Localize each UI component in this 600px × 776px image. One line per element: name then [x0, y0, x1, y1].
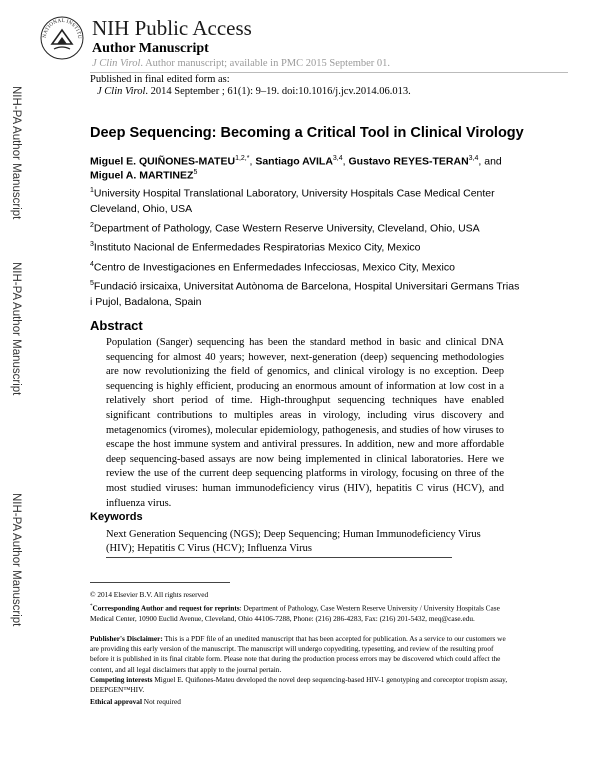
publisher-disclaimer: Publisher's Disclaimer: This is a PDF file of an unedited manuscript that has been accepted for publication. As a service to our customers we are providing this early version of the manuscript. The manuscript will undergo copyediting, typesetting, and review of the resulting proof before it is published in its final citable form. Please note that during the production process errors may be discovered which could affect the content, and all legal disclaimers that apply to the journal pertain.	[90, 634, 506, 674]
author-manuscript-subtitle: Author Manuscript	[92, 41, 209, 56]
keywords-list: Next Generation Sequencing (NGS); Deep Sequencing; Human Immunodeficiency Virus (HIV); Hepatitis C Virus (HCV); Influenza Virus	[106, 529, 481, 554]
svg-text:NATIONAL INSTITUTES OF HEALTH: NATIONAL INSTITU	[41, 17, 83, 40]
affiliation: $^2$Department of Pathology, Case Western Reserve University, Cleveland, Ohio, USA	[90, 222, 480, 235]
affiliation: $^4$Centro de Investigaciones en Enfermedades Infecciosas, Mexico City, Mexico	[90, 261, 455, 274]
nih-public-access-title: NIH Public Access	[92, 16, 252, 40]
abstract-body: Population (Sanger) sequencing has been the standard method in basic and clinical DNA sequencing for almost 40 years; however, next-generation (deep) sequencing methodologies are now revolutionizing the field of genomics, and clinical virology is no exception. Deep sequencing is highly efficient, producing an enormous amount of information at low cost in a relatively short period of time. High-throughput sequencing techniques have enabled significant contributions to multiples areas in virology, including virus discovery and metagenomics (viromes), molecular epidemiology, pathogenesis, and studies of how viruses to escape the host immune system and antiviral pressures. In addition, new and more affordable deep sequencing-based assays are now being implemented in clinical laboratories. Here we review the use of the current deep sequencing platforms in virology, focusing on three of the most studied viruses: human immunodeficiency virus (HIV), hepatitis C virus (HCV), and influenza virus.	[106, 337, 504, 509]
copyright-note: © 2014 Elsevier B.V. All rights reserved	[90, 590, 209, 599]
corresponding-author-note: *Corresponding Author and request for reprints: Department of Pathology, Case Western Reserve University / University Hospitals Case Medical Center, 10900 Euclid Avenue, Cleveland, Ohio 44106-7288, Phone: (216) 286-4283, Fax: (216) 201-5432, meq@case.edu.	[90, 603, 500, 623]
pmc-availability-note: J Clin Virol. Author manuscript; available in PMC 2015 September 01.	[92, 58, 391, 69]
abstract-heading: Abstract	[90, 318, 143, 333]
affiliation: $^5$Fundació irsicaixa, Universitat Autònoma de Barcelona, Hospital Universitari Germans Trias i Pujol, Badalona, Spain	[90, 280, 520, 308]
side-label-bottom: NIH-PA Author Manuscript	[10, 493, 22, 627]
published-form-label: Published in final edited form as:	[90, 74, 230, 85]
nih-seal-logo	[40, 16, 84, 60]
header-divider	[90, 72, 568, 73]
author-name: Gustavo REYES-TERAN	[348, 155, 469, 168]
article-title: Deep Sequencing: Becoming a Critical Tool in Clinical Virology	[90, 125, 524, 141]
side-label-middle: NIH-PA Author Manuscript	[10, 262, 22, 396]
footnote-divider	[90, 582, 230, 583]
keywords-heading: Keywords	[90, 511, 143, 523]
ethical-approval-note: Ethical approval Not required	[90, 697, 181, 706]
keywords-divider	[106, 557, 452, 558]
author-name: Miguel E. QUIÑONES-MATEU	[90, 155, 236, 168]
publication-citation: J Clin Virol. 2014 September ; 61(1): 9–19. doi:10.1016/j.jcv.2014.06.013.	[97, 86, 411, 97]
side-label-top: NIH-PA Author Manuscript	[10, 86, 22, 220]
author-name: Santiago AVILA	[255, 155, 333, 168]
affiliation: $^3$Instituto Nacional de Enfermedades Respiratorias Mexico City, Mexico	[90, 241, 421, 254]
competing-interests-note: Competing interests Miguel E. Quiñones-Mateu developed the novel deep sequencing-based HIV-1 genotyping and coreceptor tropism assay, DEEPGEN™HIV.	[90, 675, 508, 695]
author-line-2: Miguel A. MARTINEZ$^5$	[90, 169, 198, 182]
author-name: Miguel A. MARTINEZ	[90, 169, 194, 182]
author-line-1: Miguel E. QUIÑONES-$MATEU^{1,2,*}$, Santiago AVILA$^{3,4}$, Gustavo REYES-TERAN$^{3,4}$, and	[90, 155, 502, 168]
affiliation: $^1$University Hospital Translational Laboratory, University Hospitals Case Medical Center Cleveland, Ohio, USA	[90, 187, 495, 215]
